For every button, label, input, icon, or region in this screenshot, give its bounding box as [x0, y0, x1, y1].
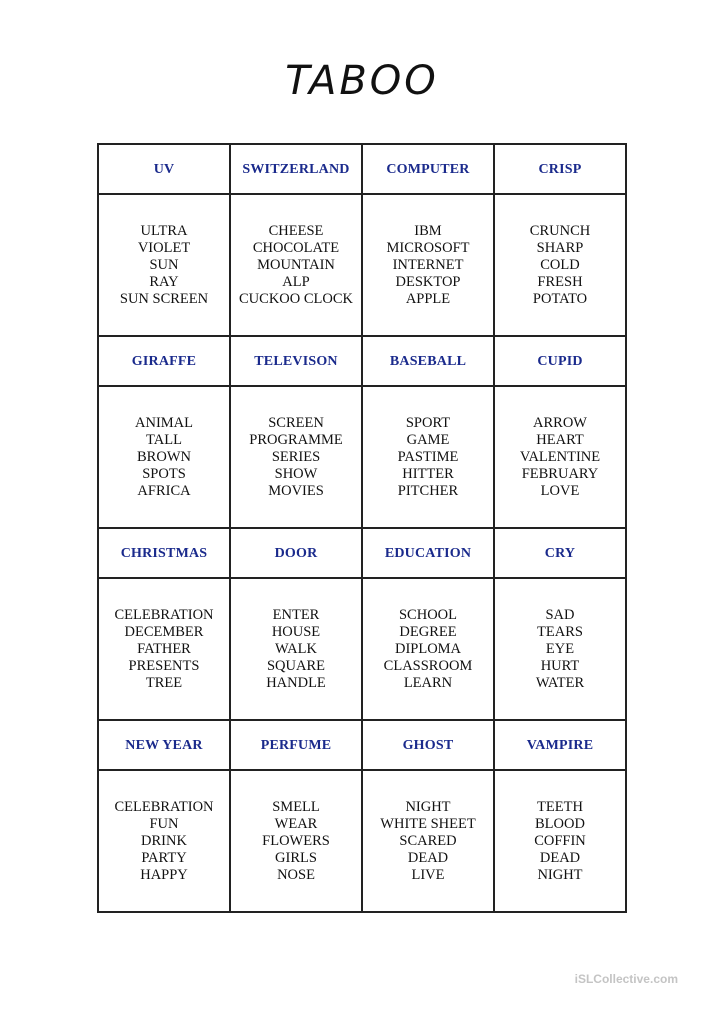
card-taboo-words-cell	[230, 194, 362, 336]
card-keyword: UV	[153, 162, 175, 177]
card-keyword: GIRAFFE	[131, 354, 197, 369]
taboo-word: DEGREE	[399, 623, 457, 640]
card-taboo-words-cell	[494, 770, 626, 912]
taboo-word: SCARED	[399, 832, 457, 849]
taboo-word: HEART	[536, 431, 584, 448]
taboo-word: CUCKOO CLOCK	[239, 290, 353, 307]
taboo-word: CLASSROOM	[383, 657, 473, 674]
taboo-word: FLOWERS	[262, 832, 330, 849]
taboo-word: LIVE	[411, 866, 445, 883]
taboo-words-row	[98, 194, 626, 336]
taboo-word: TEETH	[537, 798, 583, 815]
taboo-word: VIOLET	[137, 239, 191, 256]
card-keyword-cell	[230, 144, 362, 194]
taboo-word: PITCHER	[397, 482, 459, 499]
taboo-word: WHITE SHEET	[380, 815, 476, 832]
taboo-word: SMELL	[272, 798, 320, 815]
taboo-word: DECEMBER	[124, 623, 204, 640]
taboo-word: PARTY	[141, 849, 187, 866]
card-keyword-cell	[362, 528, 494, 578]
taboo-word: RAY	[149, 273, 179, 290]
taboo-word: CHEESE	[268, 222, 324, 239]
taboo-word: SUN	[149, 256, 179, 273]
card-keyword: GHOST	[402, 738, 454, 753]
taboo-word: WALK	[275, 640, 317, 657]
taboo-word: TREE	[145, 674, 183, 691]
card-keyword-cell	[494, 720, 626, 770]
taboo-word: SHOW	[274, 465, 318, 482]
card-keyword-cell	[362, 336, 494, 386]
taboo-word: SQUARE	[266, 657, 325, 674]
card-taboo-words-cell	[98, 194, 230, 336]
card-keyword: PERFUME	[260, 738, 332, 753]
taboo-word: NIGHT	[537, 866, 583, 883]
card-taboo-words-cell	[362, 386, 494, 528]
taboo-word: FEBRUARY	[521, 465, 599, 482]
card-keyword-cell	[98, 144, 230, 194]
taboo-word: LOVE	[540, 482, 580, 499]
taboo-word: SUN SCREEN	[119, 290, 209, 307]
taboo-word: COFFIN	[534, 832, 586, 849]
card-keyword-cell	[362, 144, 494, 194]
card-keyword: DOOR	[274, 546, 318, 561]
taboo-word: TALL	[146, 431, 182, 448]
card-taboo-words-cell	[98, 386, 230, 528]
taboo-word: HITTER	[402, 465, 454, 482]
taboo-word: TEARS	[537, 623, 583, 640]
taboo-word: LEARN	[403, 674, 453, 691]
taboo-word: DEAD	[407, 849, 449, 866]
card-keyword-cell	[98, 720, 230, 770]
card-keyword: EDUCATION	[384, 546, 472, 561]
card-keyword-cell	[98, 336, 230, 386]
taboo-word: ARROW	[533, 414, 587, 431]
keyword-row	[98, 528, 626, 578]
taboo-word: FRESH	[537, 273, 583, 290]
taboo-words-row	[98, 770, 626, 912]
taboo-word: SERIES	[271, 448, 321, 465]
keyword-row	[98, 720, 626, 770]
taboo-words-row	[98, 386, 626, 528]
taboo-word: POTATO	[532, 290, 588, 307]
card-taboo-words-cell	[98, 578, 230, 720]
taboo-word: NOSE	[277, 866, 315, 883]
keyword-row	[98, 144, 626, 194]
card-keyword-cell	[230, 720, 362, 770]
taboo-card-grid	[97, 143, 627, 913]
taboo-word: BLOOD	[535, 815, 585, 832]
taboo-word: DESKTOP	[395, 273, 461, 290]
card-taboo-words-cell	[362, 770, 494, 912]
card-keyword-cell	[230, 528, 362, 578]
watermark: iSLCollective.com	[574, 972, 678, 986]
taboo-word: ALP	[282, 273, 310, 290]
card-keyword: SWITZERLAND	[242, 162, 350, 177]
card-taboo-words-cell	[230, 578, 362, 720]
taboo-word: WEAR	[274, 815, 318, 832]
card-taboo-words-cell	[230, 770, 362, 912]
card-keyword: CRY	[544, 546, 576, 561]
taboo-word: PASTIME	[397, 448, 459, 465]
taboo-word: DRINK	[141, 832, 187, 849]
card-keyword: CRISP	[538, 162, 582, 177]
card-keyword-cell	[362, 720, 494, 770]
card-taboo-words-cell	[494, 578, 626, 720]
taboo-word: NIGHT	[405, 798, 451, 815]
card-keyword-cell	[494, 528, 626, 578]
taboo-word: MOUNTAIN	[257, 256, 335, 273]
taboo-word: SAD	[545, 606, 575, 623]
taboo-word: CHOCOLATE	[252, 239, 340, 256]
taboo-word: INTERNET	[392, 256, 464, 273]
card-taboo-words-cell	[230, 386, 362, 528]
keyword-row	[98, 336, 626, 386]
taboo-word: HOUSE	[271, 623, 321, 640]
taboo-words-row	[98, 578, 626, 720]
card-keyword-cell	[494, 336, 626, 386]
taboo-word: DIPLOMA	[394, 640, 462, 657]
taboo-word: APPLE	[405, 290, 451, 307]
card-keyword-cell	[98, 528, 230, 578]
taboo-word: SPORT	[405, 414, 451, 431]
taboo-word: ANIMAL	[135, 414, 193, 431]
taboo-word: GIRLS	[275, 849, 317, 866]
taboo-word: SHARP	[536, 239, 584, 256]
taboo-word: AFRICA	[137, 482, 191, 499]
taboo-word: SPOTS	[142, 465, 186, 482]
taboo-word: EYE	[545, 640, 575, 657]
taboo-word: BROWN	[137, 448, 191, 465]
taboo-word: MICROSOFT	[386, 239, 470, 256]
taboo-word: SCREEN	[268, 414, 324, 431]
taboo-word: SCHOOL	[398, 606, 457, 623]
page-title: TABOO	[285, 58, 439, 104]
card-keyword-cell	[230, 336, 362, 386]
taboo-word: ULTRA	[140, 222, 188, 239]
taboo-word: WATER	[535, 674, 585, 691]
card-keyword: CHRISTMAS	[120, 546, 208, 561]
taboo-word: VALENTINE	[519, 448, 601, 465]
card-taboo-words-cell	[362, 194, 494, 336]
taboo-word: MOVIES	[268, 482, 324, 499]
card-keyword: BASEBALL	[389, 354, 467, 369]
card-keyword: CUPID	[537, 354, 583, 369]
taboo-word: IBM	[414, 222, 442, 239]
taboo-word: FATHER	[137, 640, 191, 657]
card-taboo-words-cell	[362, 578, 494, 720]
taboo-word: HURT	[540, 657, 580, 674]
taboo-word: GAME	[406, 431, 450, 448]
taboo-word: CRUNCH	[529, 222, 591, 239]
taboo-word: ENTER	[272, 606, 320, 623]
card-taboo-words-cell	[494, 194, 626, 336]
card-keyword: COMPUTER	[386, 162, 470, 177]
taboo-word: CELEBRATION	[114, 606, 214, 623]
taboo-word: DEAD	[539, 849, 581, 866]
taboo-word: COLD	[540, 256, 580, 273]
taboo-word: PRESENTS	[128, 657, 200, 674]
taboo-word: CELEBRATION	[114, 798, 214, 815]
taboo-word: HANDLE	[266, 674, 326, 691]
taboo-word: HAPPY	[140, 866, 188, 883]
card-keyword: VAMPIRE	[526, 738, 594, 753]
card-taboo-words-cell	[494, 386, 626, 528]
taboo-word: PROGRAMME	[249, 431, 343, 448]
card-keyword: TELEVISON	[254, 354, 338, 369]
card-taboo-words-cell	[98, 770, 230, 912]
taboo-word: FUN	[149, 815, 179, 832]
card-keyword-cell	[494, 144, 626, 194]
card-keyword: NEW YEAR	[125, 738, 203, 753]
